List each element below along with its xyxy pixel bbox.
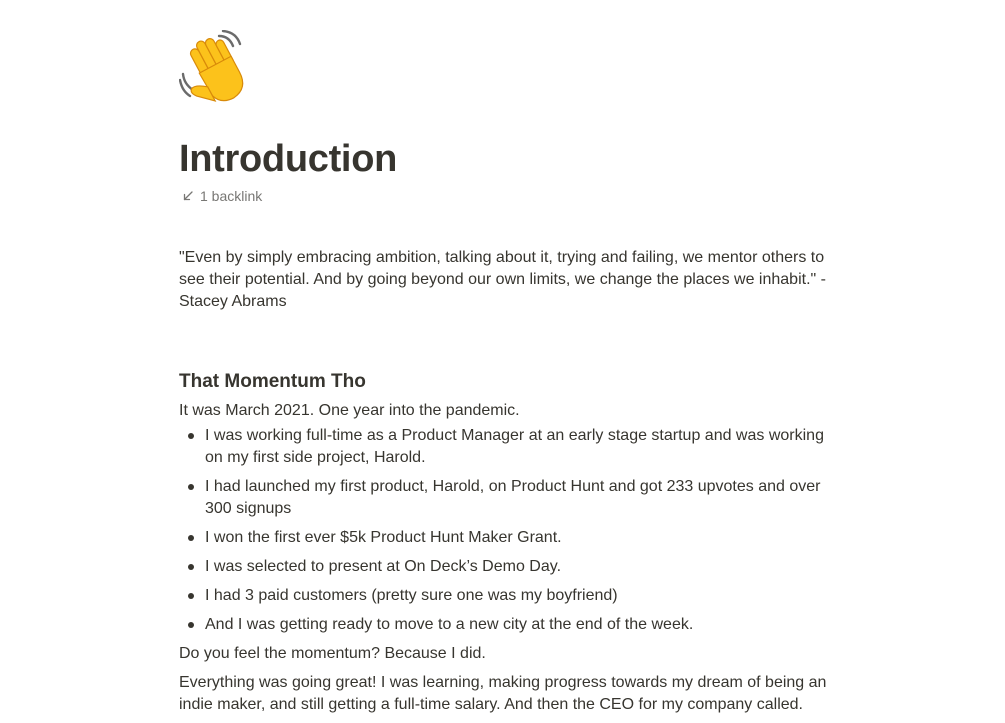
backlinks-button[interactable] <box>182 186 262 206</box>
backlink-label: 1 backlink <box>200 188 263 204</box>
list-item[interactable] <box>179 527 829 549</box>
momentum-paragraph[interactable]: Do you feel the momentum? Because I did. <box>179 645 486 662</box>
bullet-dot <box>188 484 194 490</box>
backlink-arrow-icon <box>182 190 194 202</box>
list-item[interactable] <box>179 614 829 636</box>
quote-paragraph[interactable]: "Even by simply embracing ambition, talking about it, trying and failing, we mentor others to see their potential. And by going beyond our own limits, we change the places we inhabit." - Stacey Abrams <box>179 249 826 310</box>
list-item-text: And I was getting ready to move to a new city at the end of the week. <box>205 616 694 633</box>
list-item[interactable] <box>179 585 829 607</box>
bullet-dot <box>188 622 194 628</box>
list-item[interactable] <box>179 556 829 578</box>
page-content <box>179 247 829 716</box>
bullet-dot <box>188 593 194 599</box>
intro-paragraph[interactable]: It was March 2021. One year into the pandemic. <box>179 402 520 419</box>
closing-paragraph[interactable]: Everything was going great! I was learning, making progress towards my dream of being an indie maker, and still getting a full-time salary. And then the CEO for my company called. <box>179 674 827 713</box>
list-item-text: I had launched my first product, Harold, on Product Hunt and got 233 upvotes and over 300 signups <box>205 478 821 517</box>
list-item-text: I won the first ever $5k Product Hunt Maker Grant. <box>205 529 562 546</box>
list-item[interactable] <box>179 476 829 520</box>
bullet-dot <box>188 564 194 570</box>
bullet-dot <box>188 433 194 439</box>
waving-hand-icon[interactable] <box>179 30 255 106</box>
bullet-dot <box>188 535 194 541</box>
page-title: Introduction <box>179 138 398 180</box>
list-item-text: I was selected to present at On Deck’s Demo Day. <box>205 558 562 575</box>
list-item[interactable] <box>179 425 829 469</box>
list-item-text: I was working full-time as a Product Manager at an early stage startup and was working on my first side project, Harold. <box>205 427 824 466</box>
section-heading[interactable]: That Momentum Tho <box>179 371 366 392</box>
bullet-list <box>179 425 829 636</box>
list-item-text: I had 3 paid customers (pretty sure one was my boyfriend) <box>205 587 618 604</box>
